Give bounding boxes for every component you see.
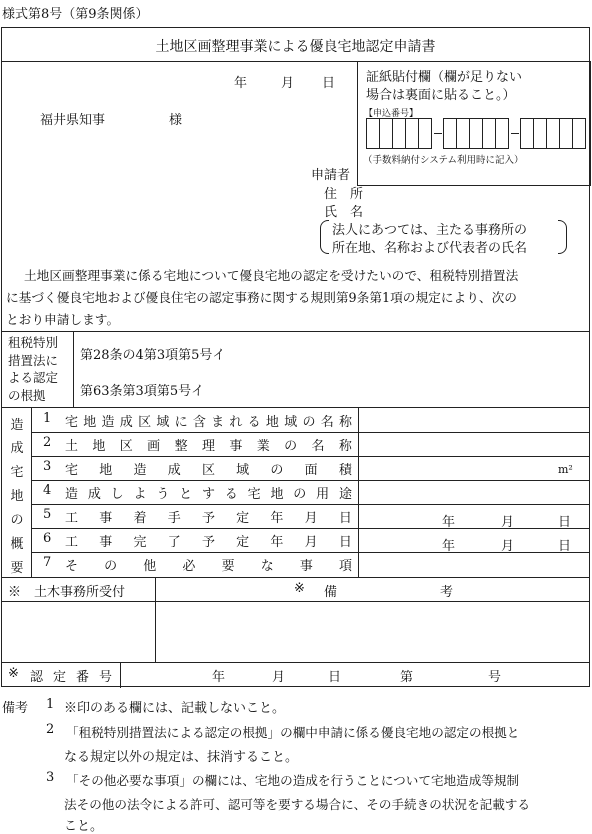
label-char: 要 [221, 559, 235, 574]
row-number: 2 [43, 435, 52, 450]
note-3-line-1: 「その他必要な事項」の欄には、宅地の造成を行うことについて宅地造成等規制 [66, 773, 520, 788]
dash [511, 133, 519, 134]
end-year: 年 [442, 539, 456, 554]
label-char: の [284, 439, 298, 454]
row-divider [31, 504, 589, 505]
dash [434, 133, 442, 134]
label-char: 事 [299, 559, 313, 574]
label-char: る [224, 487, 238, 502]
label-char: し [110, 487, 124, 502]
application-number-group-3[interactable] [520, 118, 586, 149]
label-char: 予 [201, 535, 215, 550]
label-char: 地 [92, 439, 106, 454]
application-number-group-2[interactable] [443, 118, 509, 149]
label-char: 積 [338, 463, 352, 478]
outline-row-1 [31, 411, 358, 429]
body-line-1: 土地区画整理事業に係る宅地について優良宅地の認定を受けたいので、租税特別措置法 [24, 268, 519, 283]
cert-month: 月 [272, 670, 286, 685]
label-char: 事 [99, 511, 113, 526]
label-char: ま [211, 415, 225, 430]
label-char: 手 [167, 511, 181, 526]
label-char: 事 [229, 439, 243, 454]
cert-mark: ※ [8, 666, 19, 681]
row-number: 4 [43, 483, 52, 498]
label-char: 造 [65, 487, 79, 502]
label-char: 地 [83, 415, 97, 430]
label-char: 域 [236, 463, 250, 478]
body-line-2: に基づく優良宅地および優良住宅の認定事務に関する規則第9条第1項の規定により、次の [6, 290, 517, 305]
basis-label [8, 334, 58, 404]
label-char: 号 [98, 670, 112, 685]
outline-label-char: 宅 [10, 465, 24, 480]
label-char: 宅 [65, 463, 79, 478]
label-char: 区 [119, 439, 133, 454]
row-label [65, 411, 352, 430]
date-year: 年 [234, 76, 248, 91]
row-label [65, 483, 352, 502]
label-char: 事 [99, 535, 113, 550]
row-divider [31, 456, 589, 457]
note-1-number: 1 [46, 697, 55, 712]
cert-year: 年 [212, 670, 226, 685]
label-char: 理 [201, 439, 215, 454]
basis-label-line: の根拠 [8, 387, 46, 403]
label-char: 必 [182, 559, 196, 574]
right-brace [558, 220, 567, 254]
row-number: 1 [43, 411, 52, 426]
row-number: 6 [43, 531, 52, 546]
label-char: 番 [75, 670, 89, 685]
label-char: 業 [256, 439, 270, 454]
form-id: 様式第8号（第9条関係） [2, 7, 149, 22]
label-char: 月 [304, 511, 318, 526]
outline-row-3 [31, 459, 358, 477]
outline-row-2 [31, 435, 358, 453]
notes-heading: 備考 [2, 701, 29, 716]
label-char: 名 [311, 439, 325, 454]
application-number-label: 【申込番号】 [364, 109, 419, 119]
office-reception-header: ※ 土木事務所受付 [8, 585, 126, 600]
date-month: 月 [281, 76, 295, 91]
application-number-group-1[interactable] [366, 118, 432, 149]
label-char: 工 [65, 535, 79, 550]
outline-row-7 [31, 555, 358, 573]
label-char: 宅 [65, 415, 79, 430]
label-char: 着 [133, 511, 147, 526]
revenue-stamp-box [357, 61, 591, 186]
corporate-note-line2: 所在地、名称および代表者の氏名 [332, 241, 528, 256]
note-2-number: 2 [46, 722, 55, 737]
cert-go: 号 [488, 670, 502, 685]
row-label [65, 531, 352, 550]
label-char: 認 [30, 670, 44, 685]
outline-row-5 [31, 507, 358, 525]
start-day: 日 [558, 515, 572, 530]
corporate-note-line1: 法人にあつては、主たる事務所の [332, 223, 528, 238]
divider [155, 577, 156, 662]
row-label [65, 459, 352, 478]
note-1: ※印のある欄には、記載しないこと。 [64, 701, 286, 716]
label-char: る [247, 415, 261, 430]
label-char: 日 [338, 535, 352, 550]
label-char: 宅 [247, 487, 261, 502]
label-char: 成 [87, 487, 101, 502]
label-char: 域 [284, 415, 298, 430]
label-char: 予 [201, 511, 215, 526]
note-2-line-2: なる規定以外の規定は、抹消すること。 [64, 750, 299, 765]
label-char: の [270, 463, 284, 478]
label-char: 途 [338, 487, 352, 502]
label-char: 土 [65, 439, 79, 454]
label-char: 定 [52, 670, 66, 685]
stamp-note-line2: 場合は裏面に貼ること。） [366, 88, 516, 103]
label-char: 地 [270, 487, 284, 502]
row-number: 3 [43, 459, 52, 474]
cert-day: 日 [328, 670, 342, 685]
row-label [65, 435, 352, 454]
label-char: な [260, 559, 274, 574]
note-3-line-3: こと。 [64, 819, 104, 834]
label-char: 用 [316, 487, 330, 502]
label-char: よ [133, 487, 147, 502]
outline-label-char: 地 [10, 489, 24, 504]
label-char: と [179, 487, 193, 502]
label-char: れ [229, 415, 243, 430]
label-char: の [104, 559, 118, 574]
basis-item-1[interactable]: 第28条の4第3項第5号イ [80, 348, 226, 363]
outline-row-4 [31, 483, 358, 501]
label-char: の [293, 487, 307, 502]
row-divider [31, 432, 589, 433]
label-char: 他 [143, 559, 157, 574]
start-year: 年 [442, 515, 456, 530]
label-char: 成 [167, 463, 181, 478]
corporate-note [320, 218, 568, 256]
cert-dai: 第 [400, 670, 414, 685]
row-label [65, 507, 352, 526]
cert-number-label [30, 666, 112, 685]
end-day: 日 [558, 539, 572, 554]
label-char: す [201, 487, 215, 502]
form-title: 土地区画整理事業による優良宅地認定申請書 [155, 39, 436, 55]
label-char: 造 [101, 415, 115, 430]
left-brace [320, 220, 329, 254]
label-char: 月 [304, 535, 318, 550]
label-char: 工 [65, 511, 79, 526]
start-month: 月 [501, 515, 515, 530]
label-char: 面 [304, 463, 318, 478]
row-number: 5 [43, 507, 52, 522]
outline-row-6 [31, 531, 358, 549]
stamp-note-line1: 証紙貼付欄（欄が足りない [366, 70, 523, 85]
application-form [1, 27, 590, 687]
remarks-header-b: 考 [440, 585, 454, 600]
basis-label-line: 措置法に [8, 352, 59, 368]
note-3-number: 3 [46, 770, 55, 785]
label-char: 含 [192, 415, 206, 430]
basis-label-line: よる認定 [8, 370, 59, 385]
label-char: 年 [270, 535, 284, 550]
fee-system-note: （手数料納付システム利用時に記入） [363, 155, 524, 166]
label-char: 整 [174, 439, 188, 454]
label-char: 区 [138, 415, 152, 430]
row-number: 7 [43, 555, 52, 570]
end-month: 月 [501, 539, 515, 554]
label-char: 称 [338, 439, 352, 454]
label-char: そ [65, 559, 79, 574]
note-3-line-2: 法その他の法令による許可、認可等を要する場合に、その手続きの状況を記載する [64, 797, 530, 812]
divider [2, 662, 589, 663]
body-line-3: とおり申請します。 [6, 312, 120, 327]
label-char: の [302, 415, 316, 430]
remarks-header-a: 備 [324, 585, 338, 600]
addressee: 福井県知事 [40, 113, 106, 128]
address-label: 住 所 [324, 187, 364, 202]
remarks-mark: ※ [294, 581, 305, 596]
label-char: 造 [133, 463, 147, 478]
row-label [65, 555, 352, 574]
date-day: 日 [322, 76, 336, 91]
label-char: 域 [156, 415, 170, 430]
outline-label-char: 概 [10, 537, 24, 552]
label-char: 区 [201, 463, 215, 478]
label-char: 了 [167, 535, 181, 550]
divider [2, 407, 589, 408]
note-2-line-1: 「租税特別措置法による認定の根拠」の欄中申請に係る優良宅地の認定の根拠と [66, 725, 520, 740]
divider [73, 331, 74, 407]
basis-item-2[interactable]: 第63条第3項第5号イ [80, 384, 205, 399]
area-unit: m² [558, 463, 573, 476]
label-char: 年 [270, 511, 284, 526]
outline-label-char: 造 [10, 418, 24, 433]
divider [2, 331, 589, 332]
label-char: 定 [236, 511, 250, 526]
label-char: 成 [119, 415, 133, 430]
label-char: う [156, 487, 170, 502]
divider [2, 601, 589, 602]
applicant-label: 申請者 [311, 168, 351, 183]
label-char: 項 [338, 559, 352, 574]
label-char: 名 [320, 415, 334, 430]
label-char: 地 [99, 463, 113, 478]
label-char: に [174, 415, 188, 430]
outline-label-char: 要 [10, 561, 24, 576]
label-char: 地 [265, 415, 279, 430]
label-char: 完 [133, 535, 147, 550]
outline-label-char: の [10, 513, 24, 528]
label-char: 画 [147, 439, 161, 454]
outline-label-char: 成 [10, 441, 24, 456]
name-label: 氏 名 [324, 205, 364, 220]
row-divider [31, 480, 589, 481]
divider [2, 577, 589, 578]
basis-label-line: 租税特別 [8, 335, 59, 350]
honorific: 様 [169, 113, 183, 128]
label-char: 定 [236, 535, 250, 550]
label-char: 日 [338, 511, 352, 526]
label-char: 称 [338, 415, 352, 430]
divider [120, 662, 121, 688]
